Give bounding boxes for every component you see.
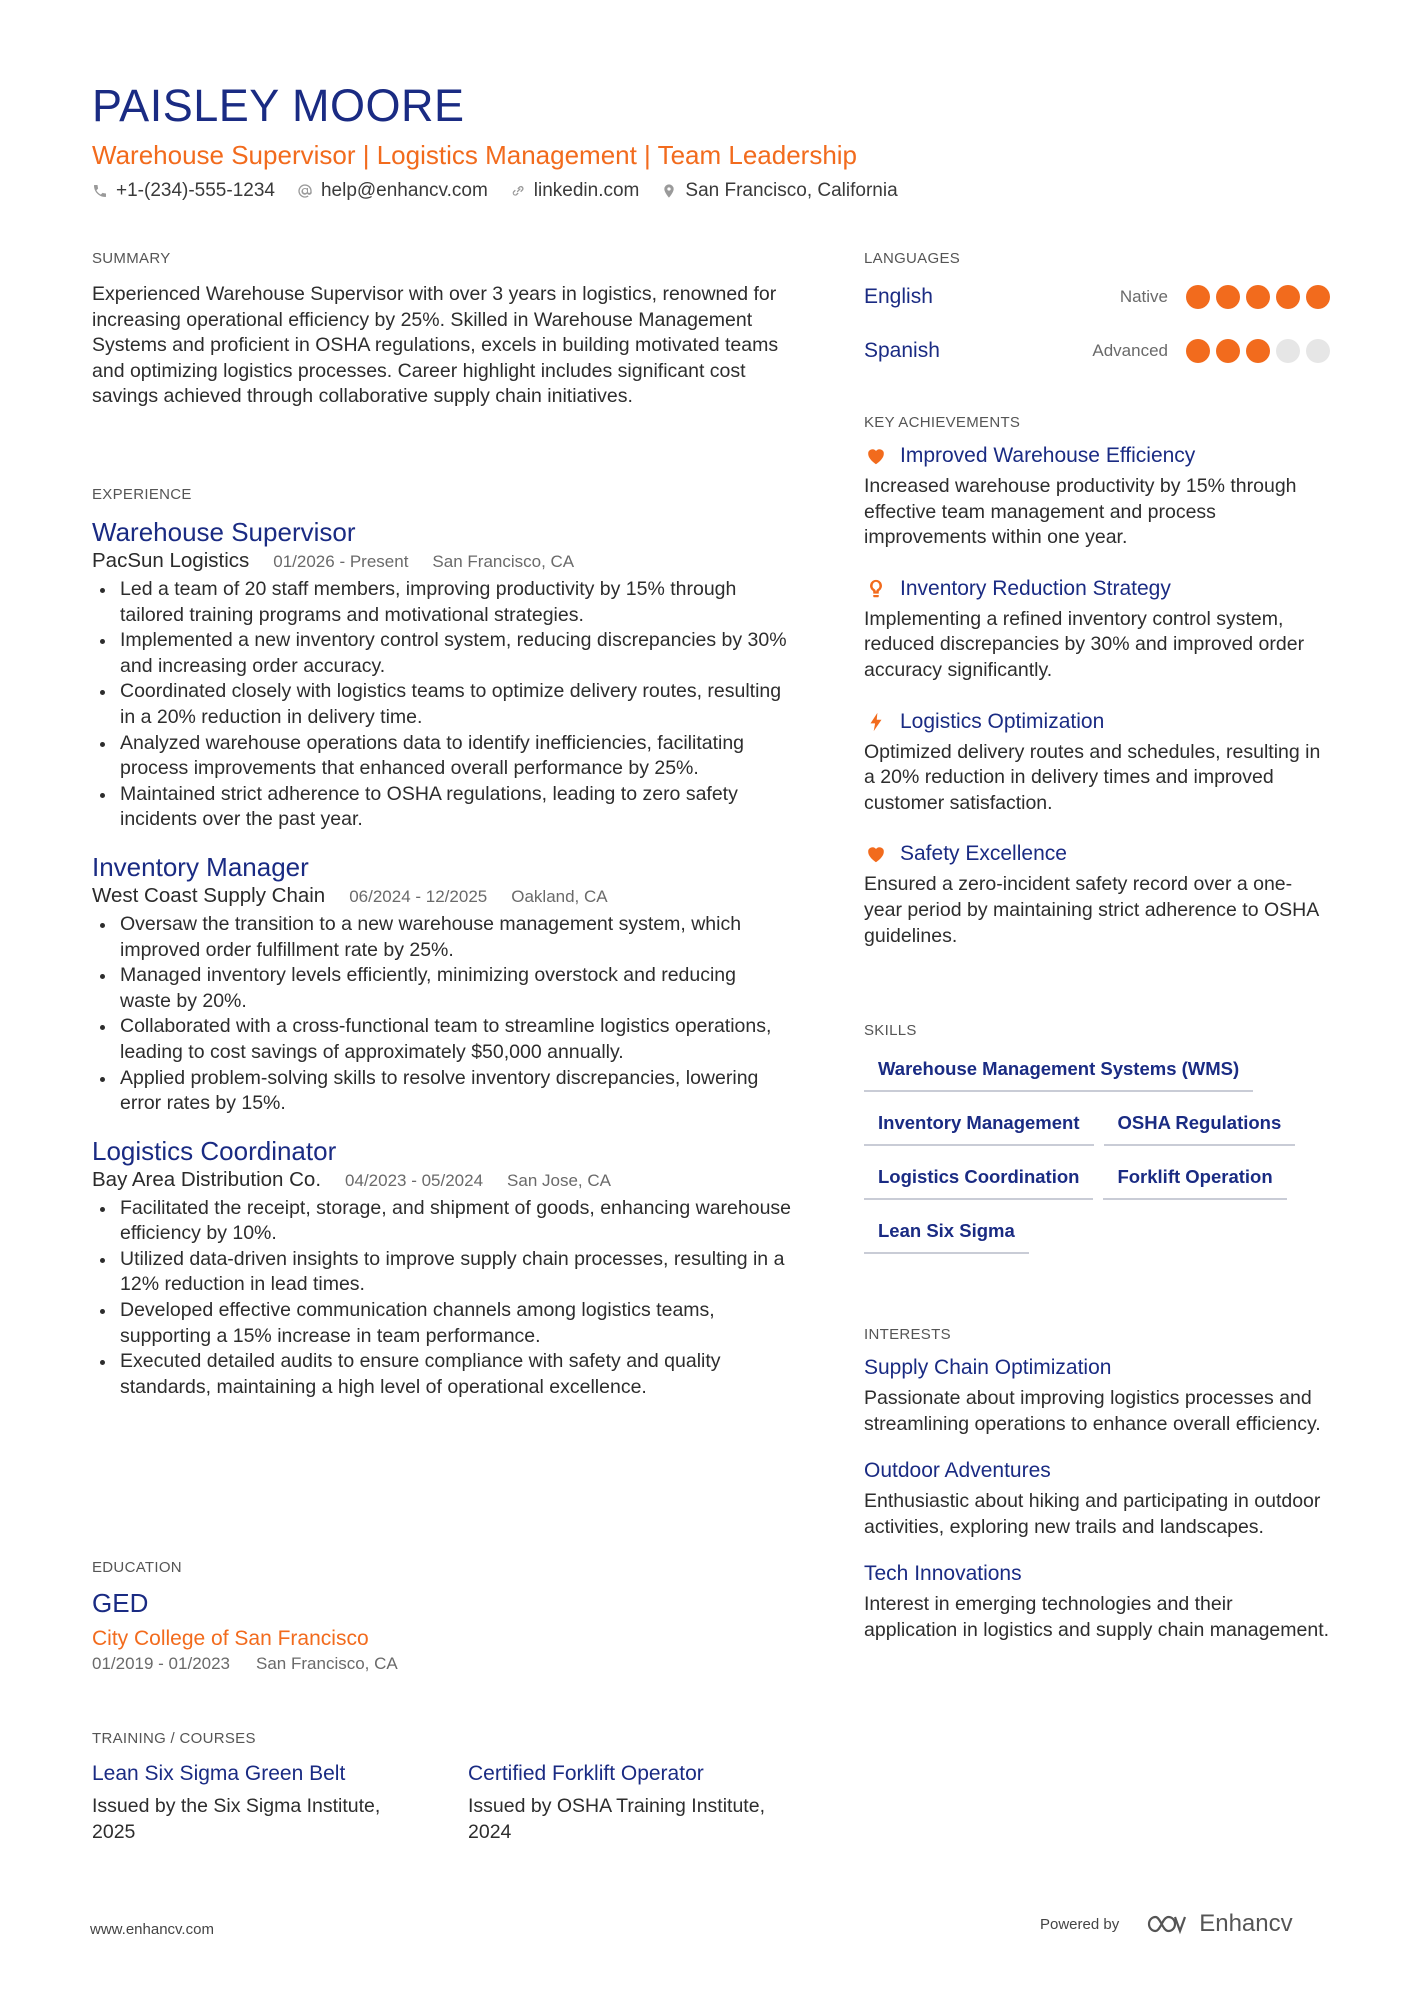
job-date: 01/2026 - Present [273,552,409,571]
interest-title: Supply Chain Optimization [864,1356,1112,1379]
at-icon [297,183,313,199]
job-meta [92,549,792,573]
experience-list [92,516,792,1418]
rating-dot-filled [1246,285,1270,309]
interest-desc: Interest in emerging technologies and their application in logistics and supply chain management. [864,1593,1330,1641]
education-school: City College of San Francisco [92,1627,369,1650]
language-row [864,324,1330,378]
rating-dot-filled [1276,285,1300,309]
job-bullet: Developed effective communication channels among logistics teams, supporting a 15% increase in team performance. [92,1298,792,1349]
job-bullets [92,912,792,1117]
email-text: help@enhancv.com [320,180,488,201]
skill-tag: Logistics Coordination [864,1158,1093,1200]
rating-dot-filled [1216,285,1240,309]
heart-icon [864,842,888,866]
job-entry [92,851,792,1117]
interest-desc: Passionate about improving logistics processes and streamlining operations to enhance overall efficiency. [864,1387,1321,1435]
summary-section-title: SUMMARY [92,250,171,267]
language-rating [1186,339,1330,363]
skill-tag: OSHA Regulations [1104,1104,1296,1146]
rating-dot-filled [1246,339,1270,363]
headline: Warehouse Supervisor | Logistics Management | Team Leadership [92,140,858,170]
interest-entry [864,1356,1330,1437]
education-location: San Francisco, CA [256,1654,398,1673]
achievement-entry [864,710,1330,817]
job-bullets [92,1196,792,1401]
achievement-title: Improved Warehouse Efficiency [900,444,1196,467]
job-bullet: Coordinated closely with logistics teams to optimize delivery routes, resulting in a 20% reduction in delivery time. [92,679,792,730]
job-location: San Jose, CA [507,1170,611,1190]
phone-icon [92,183,108,199]
interest-entry [864,1562,1330,1643]
job-entry [92,516,792,833]
job-meta [92,884,792,908]
job-bullet: Collaborated with a cross-functional team to streamline logistics operations, leading to cost savings of approximately $50,000 annually. [92,1014,792,1065]
location-pin-icon [661,183,677,199]
education-entry [92,1588,792,1674]
education-date: 01/2019 - 01/2023 [92,1654,231,1673]
skill-tag: Forklift Operation [1103,1158,1286,1200]
achievement-desc: Increased warehouse productivity by 15% through effective team management and process improvements within one year. [864,475,1297,549]
footer-website-link[interactable]: www.enhancv.com [90,1921,214,1938]
brand-logo [1145,1910,1292,1938]
rating-dot-empty [1276,339,1300,363]
language-level: Native [1119,287,1168,306]
course-desc: Issued by the Six Sigma Institute, 2025 [92,1795,381,1843]
job-bullet: Analyzed warehouse operations data to identify inefficiencies, facilitating process improvements that enhanced overall performance by 25%. [92,731,792,782]
course-title: Certified Forklift Operator [468,1762,704,1785]
rating-dot-empty [1306,339,1330,363]
interest-desc: Enthusiastic about hiking and participating in outdoor activities, exploring new trails and landscapes. [864,1490,1321,1538]
job-bullet: Executed detailed audits to ensure compliance with safety and quality standards, maintaining a high level of operational excellence. [92,1349,792,1400]
contact-linkedin[interactable] [510,180,640,202]
job-bullet: Utilized data-driven insights to improve supply chain processes, resulting in a 12% reduction in lead times. [92,1247,792,1298]
experience-section-title: EXPERIENCE [92,486,192,503]
job-title: Inventory Manager [92,851,309,882]
skill-tag: Inventory Management [864,1104,1094,1146]
lightbulb-icon [864,577,888,601]
language-level: Advanced [1092,341,1168,360]
link-icon [510,183,526,199]
achievement-desc: Optimized delivery routes and schedules, resulting in a 20% reduction in delivery times and improved customer satisfaction. [864,740,1321,814]
contact-location [661,180,897,202]
job-bullet: Maintained strict adherence to OSHA regulations, leading to zero safety incidents over the past year. [92,782,792,833]
lightning-icon [864,710,888,734]
phone-text: +1-(234)-555-1234 [116,180,275,201]
contact-phone[interactable] [92,180,275,202]
skill-list [864,1050,1334,1266]
job-meta [92,1168,792,1192]
skill-tag: Lean Six Sigma [864,1212,1029,1254]
education-meta [92,1654,792,1674]
course-desc: Issued by OSHA Training Institute, 2024 [468,1795,765,1843]
course-list [92,1762,792,1845]
rating-dot-filled [1306,285,1330,309]
course-entry [92,1762,410,1845]
achievement-title: Safety Excellence [900,842,1067,866]
language-name: English [864,285,933,308]
footer-branding[interactable] [1040,1910,1293,1938]
job-date: 04/2023 - 05/2024 [345,1170,484,1190]
achievement-title: Inventory Reduction Strategy [900,576,1171,600]
job-bullet: Led a team of 20 staff members, improving productivity by 15% through tailored training programs and motivational strategies. [92,577,792,628]
powered-by-label: Powered by [1040,1915,1120,1933]
brand-name: Enhancv [1199,1910,1293,1937]
language-list [864,270,1330,378]
job-date: 06/2024 - 12/2025 [349,886,488,906]
job-company: Bay Area Distribution Co. [92,1167,322,1191]
job-bullet: Managed inventory levels efficiently, minimizing overstock and reducing waste by 20%. [92,963,792,1014]
interest-title: Tech Innovations [864,1562,1022,1586]
language-rating [1186,285,1330,309]
course-title: Lean Six Sigma Green Belt [92,1762,346,1785]
job-company: West Coast Supply Chain [92,883,326,907]
achievements-section-title: KEY ACHIEVEMENTS [864,414,1021,431]
job-location: San Francisco, CA [432,552,575,571]
achievement-title: Logistics Optimization [900,709,1105,733]
interest-list [864,1356,1330,1666]
job-bullet: Oversaw the transition to a new warehouse management system, which improved order fulfillment rate by 25%. [92,912,792,963]
achievement-entry [864,444,1330,551]
job-company: PacSun Logistics [92,549,250,572]
training-section-title: TRAINING / COURSES [92,1730,256,1747]
candidate-name: PAISLEY MOORE [92,80,465,131]
achievement-desc: Implementing a refined inventory control system, reduced discrepancies by 30% and improved order accuracy significantly. [864,607,1305,681]
interest-entry [864,1459,1330,1540]
summary-text: Experienced Warehouse Supervisor with over 3 years in logistics, renowned for increasing operational efficiency by 25%. Skilled in Warehouse Management Systems and proficient in OSHA regulations, excels in building motivated teams and optimizing logistics processes. Career highlight includes significant cost savings achieved through collaborative supply chain initiatives. [92,283,779,408]
contact-email[interactable] [297,180,488,202]
rating-dot-filled [1216,339,1240,363]
rating-dot-filled [1186,285,1210,309]
interests-section-title: INTERESTS [864,1326,951,1343]
job-bullet: Applied problem-solving skills to resolve inventory discrepancies, lowering error rates by 15%. [92,1066,792,1117]
education-degree: GED [92,1588,149,1618]
linkedin-text: linkedin.com [533,180,640,201]
achievement-desc: Ensured a zero-incident safety record over a one-year period by maintaining strict adherence to OSHA guidelines. [864,873,1319,947]
education-section-title: EDUCATION [92,1559,182,1576]
job-entry [92,1135,792,1401]
job-title: Logistics Coordinator [92,1135,337,1166]
heart-icon [864,444,888,468]
achievement-entry [864,842,1330,949]
rating-dot-filled [1186,339,1210,363]
language-name: Spanish [864,339,940,362]
enhancv-logo-icon [1145,1911,1189,1937]
job-bullet: Facilitated the receipt, storage, and shipment of goods, enhancing warehouse efficiency by 10%. [92,1196,792,1247]
language-row [864,270,1330,324]
interest-title: Outdoor Adventures [864,1459,1051,1483]
languages-section-title: LANGUAGES [864,250,961,267]
achievement-entry [864,577,1330,684]
job-location: Oakland, CA [511,886,608,906]
job-title: Warehouse Supervisor [92,517,356,547]
skills-section-title: SKILLS [864,1022,917,1039]
skill-tag: Warehouse Management Systems (WMS) [864,1050,1253,1092]
job-bullets [92,577,792,833]
achievement-list [864,444,1330,975]
location-text: San Francisco, California [685,180,898,201]
course-entry [468,1762,786,1845]
contact-bar [92,180,898,202]
job-bullet: Implemented a new inventory control system, reducing discrepancies by 30% and increasing order accuracy. [92,628,792,679]
